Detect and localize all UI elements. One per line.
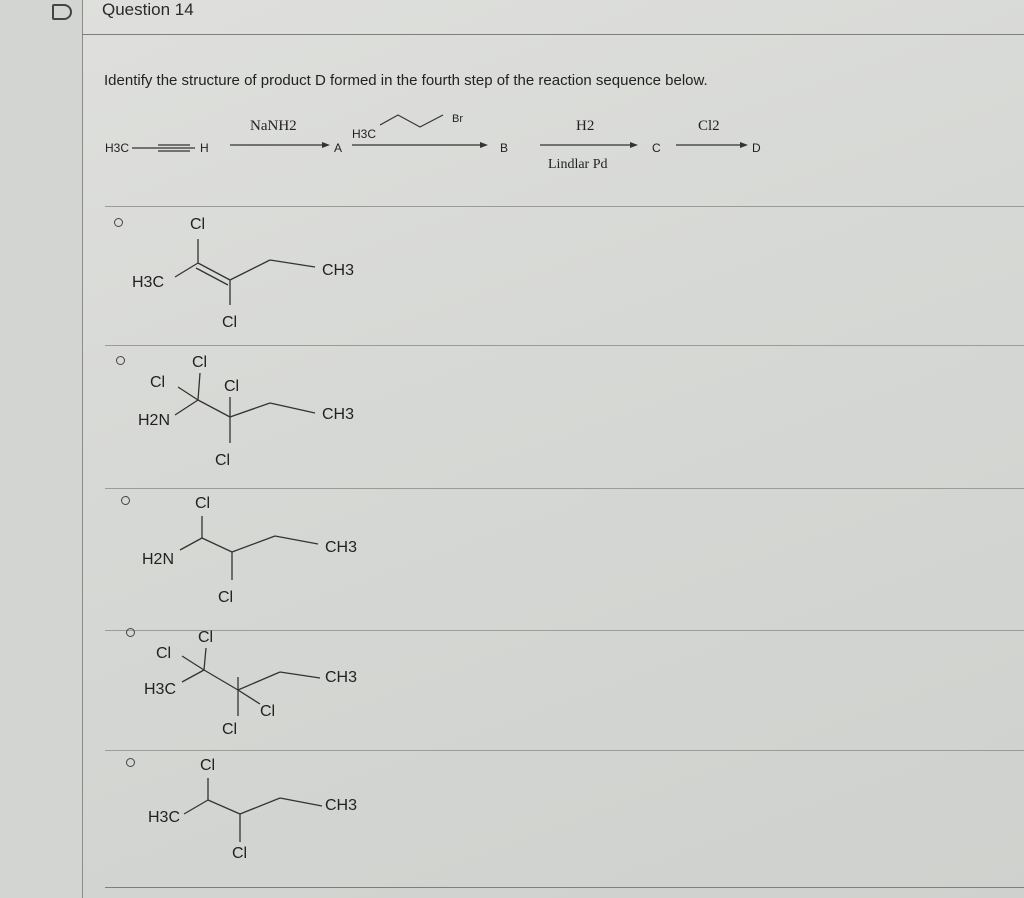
option-2-bottom-label: Cl [215, 452, 231, 469]
reagent3-top: H2 [576, 118, 595, 134]
start-right: H [200, 141, 209, 155]
option-4-bottom-label: Cl [222, 721, 238, 738]
option-1-structure[interactable] [120, 205, 400, 345]
option-1-bottom-label: Cl [222, 314, 238, 331]
option-3-right-label: CH3 [325, 539, 358, 556]
reagent3-bottom: Lindlar Pd [548, 157, 608, 172]
product-b: B [500, 141, 509, 155]
option-2-top-left-label: Cl [150, 374, 166, 391]
option-2-top-right-label: Cl [224, 378, 240, 395]
product-d: D [752, 141, 761, 155]
option-3-structure[interactable] [120, 488, 400, 628]
option-2-right-label: CH3 [322, 406, 355, 423]
product-c: C [652, 141, 661, 155]
reagent1-label: NaNH2 [250, 118, 297, 134]
option-4-left-label: H3C [144, 681, 177, 698]
option-4-top-left-label: Cl [156, 645, 172, 662]
option-2-structure[interactable] [120, 345, 400, 485]
question-title: Question 14 [102, 0, 194, 19]
option-5-left-label: H3C [148, 809, 181, 826]
option-3-left-label: H2N [142, 551, 175, 568]
question-prompt: Identify the structure of product D formed in the fourth step of the reaction sequence below. [104, 72, 708, 89]
option-5-structure[interactable] [120, 752, 400, 882]
option-2-left-label: H2N [138, 412, 171, 429]
option-2-top-label: Cl [192, 354, 208, 371]
option-5-top-label: Cl [200, 757, 216, 774]
option-3-top-label: Cl [195, 495, 211, 512]
title-divider [82, 34, 1024, 35]
option-1-right-label: CH3 [322, 262, 355, 279]
option-4-right-label: CH3 [325, 669, 358, 686]
reagent4-label: Cl2 [698, 118, 720, 134]
reagent2-left: H3C [352, 127, 377, 141]
reaction-scheme [0, 100, 900, 190]
bottom-divider [105, 887, 1024, 888]
product-a: A [334, 141, 343, 155]
option-1-top-label: Cl [190, 216, 206, 233]
option-4-structure[interactable] [120, 622, 400, 752]
flag-icon[interactable] [52, 4, 72, 20]
option-1-left-label: H3C [132, 274, 165, 291]
option-3-bottom-label: Cl [218, 589, 234, 606]
reagent2-right: Br [452, 113, 463, 125]
option-5-right-label: CH3 [325, 797, 358, 814]
option-5-bottom-label: Cl [232, 845, 248, 862]
option-4-mid-label: Cl [260, 703, 276, 720]
option-4-top-label: Cl [198, 629, 214, 646]
start-left: H3C [105, 141, 130, 155]
